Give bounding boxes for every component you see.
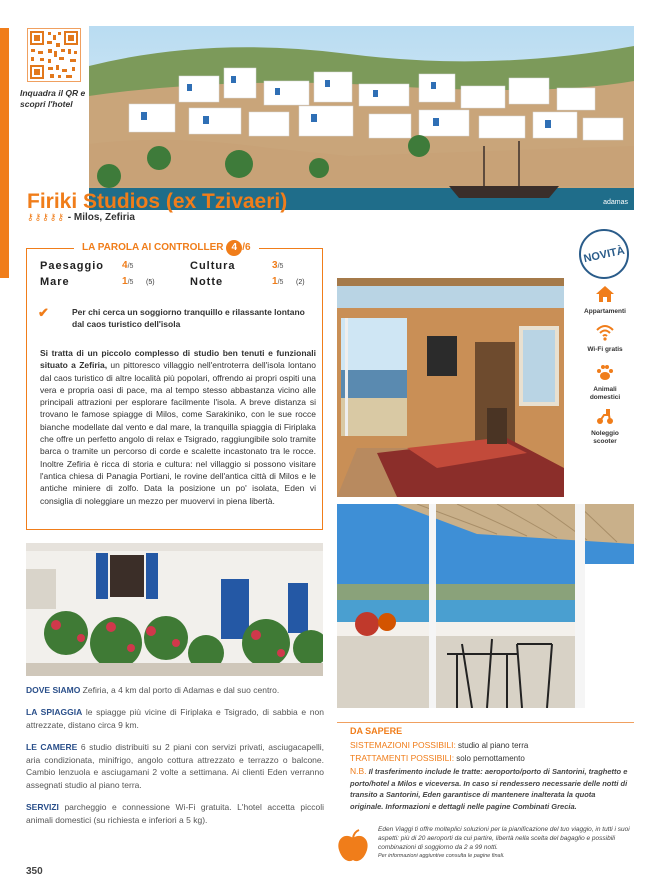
rating-value bbox=[122, 276, 133, 287]
section-location bbox=[26, 684, 324, 697]
rating-label: Mare bbox=[40, 276, 70, 288]
ratings-grid bbox=[40, 260, 315, 292]
terrace-photo bbox=[337, 504, 634, 708]
eden-note bbox=[378, 826, 632, 861]
rating-value-number: 3 bbox=[272, 260, 278, 271]
novita-label: NOVITÀ bbox=[582, 244, 626, 266]
wifi-icon bbox=[595, 322, 615, 342]
rating-value-scale: /5 bbox=[277, 279, 284, 286]
services-label: SERVIZI bbox=[26, 802, 59, 812]
controller-description bbox=[40, 347, 316, 507]
beach-label: LA SPIAGGIA bbox=[26, 707, 83, 717]
rating-value bbox=[272, 260, 283, 271]
rating-label: Paesaggio bbox=[40, 260, 105, 272]
rating-extra: (2) bbox=[296, 279, 305, 286]
page-number: 350 bbox=[26, 866, 43, 877]
beach-text: le spiagge più vicine di Firiplaka e Tsigrado, di sabbia e non attrezzate, distano circa 9 km. bbox=[26, 707, 324, 730]
amenity-label: Animali domestici bbox=[589, 386, 621, 401]
paw-icon bbox=[595, 362, 615, 382]
amenity-label: Noleggio scooter bbox=[591, 430, 619, 445]
info-note bbox=[350, 766, 630, 812]
note-text: Il trasferimento include le tratte: aeroporto/porto di Santorini, traghetto e porto/hotel a Milos e viceversa. In caso si rendessero necessarie delle notti di transito a Santorini, Eden garantisce di mantenere inalterata la quota originale. Informazioni e dettagli nelle pagine Combinati Grecia. bbox=[350, 767, 628, 811]
ratings-row-1 bbox=[40, 260, 315, 276]
board-label: TRATTAMENTI POSSIBILI: bbox=[350, 753, 455, 763]
info-title: DA SAPERE bbox=[350, 726, 403, 736]
description-body: un pittoresco villaggio nell'entroterra dell'isola lontano dal caos turistico di altre località più popolari, offrendo ai propri ospiti una vera e propria oasi di pace, ma al tempo stesso abbastanza vicino alle principali attrazioni per esplorare facilmente l'isola. A breve distanza si trovano le famose spiagge di Milos, come Sarakiniko, con le sue rocce bianche modellate dal vento e dal mare, la tranquilla spiaggia di Firiplaka che offre un perfetto angolo di relax e Tsigrado, raggiungibile solo tramite barca o tramite un percorso di corde e scalette incastonato tra le rocce. Inoltre Zefiria è ricca di storia e cultura: nel villaggio si possono visitare l'antica chiesa di Panagia Portiani, le rovine dell'antica città di Milos e le antiche miniere di zolfo. Data la posizione un po' isolata, Eden vi consiglia di noleggiare un mezzo per muovervi in piena libertà. bbox=[40, 360, 316, 506]
qr-code[interactable] bbox=[27, 28, 81, 82]
controller-title bbox=[74, 240, 259, 256]
controller-scale: /6 bbox=[242, 242, 251, 253]
controller-intro: Per chi cerca un soggiorno tranquillo e rilassante lontano dal caos turistico dell'isola bbox=[72, 307, 305, 329]
side-accent-bar bbox=[0, 28, 9, 278]
location-label: DOVE SIAMO bbox=[26, 685, 81, 695]
hotel-location: - Milos, Zefiria bbox=[67, 212, 135, 223]
rating-keys: ⚷⚷⚷⚷⚷ bbox=[27, 212, 65, 222]
amenity-scooter bbox=[580, 406, 630, 446]
controller-title-text: LA PAROLA AI CONTROLLER bbox=[82, 242, 224, 253]
rating-value-scale: /5 bbox=[127, 279, 134, 286]
amenity-label: Wi-Fi gratis bbox=[587, 346, 623, 353]
home-icon bbox=[595, 284, 615, 304]
rooms-label: LE CAMERE bbox=[26, 742, 78, 752]
rating-label: Notte bbox=[190, 276, 224, 288]
section-rooms bbox=[26, 741, 324, 791]
rating-value bbox=[122, 260, 133, 271]
hotel-subtitle bbox=[27, 212, 135, 223]
eden-note-text: Eden Viaggi ti offre molteplici soluzioni per la pianificazione del tuo viaggio, in tutti i suoi aspetti: più di 20 aeroporti da cui partire, libertà nella scelta del bagaglio e possibili combinazioni di soggiorno da 2 a 99 notti. bbox=[378, 826, 630, 851]
bedroom-photo bbox=[337, 278, 564, 497]
eden-note-small: Per informazioni aggiuntive consulta le pagine finali. bbox=[378, 853, 505, 860]
rating-value-scale: /5 bbox=[127, 263, 134, 270]
location-text: Zefiria, a 4 km dal porto di Adamas e dal suo centro. bbox=[80, 685, 280, 695]
apple-icon bbox=[336, 828, 370, 864]
qr-caption: Inquadra il QR e scopri l'hotel bbox=[20, 88, 86, 109]
accommodation-text: studio al piano terra bbox=[455, 741, 529, 750]
check-icon: ✔ bbox=[38, 305, 49, 320]
rating-value-scale: /5 bbox=[277, 263, 284, 270]
info-board bbox=[350, 753, 525, 763]
scooter-icon bbox=[595, 406, 615, 426]
hero-photo bbox=[89, 26, 634, 210]
amenity-wifi bbox=[580, 322, 630, 354]
note-label: N.B. bbox=[350, 766, 367, 776]
rating-value-number: 1 bbox=[122, 276, 128, 287]
rating-value-number: 1 bbox=[272, 276, 278, 287]
info-accommodation bbox=[350, 740, 528, 750]
amenity-label: Appartamenti bbox=[584, 308, 626, 315]
amenity-apartments bbox=[580, 284, 630, 316]
services-text: parcheggio e connessione Wi-Fi gratuita. L'hotel accetta piccoli animali domestici (su richiesta e inferiori a 5 kg). bbox=[26, 802, 324, 825]
amenity-pets bbox=[580, 362, 630, 402]
section-services bbox=[26, 801, 324, 826]
hero-photo-caption: adamas bbox=[603, 199, 628, 206]
description-lead: Si tratta di un piccolo complesso di studio ben tenuti e funzionali situato a Zefiria, bbox=[40, 348, 316, 371]
facade-photo bbox=[26, 543, 323, 676]
rating-extra: (5) bbox=[146, 279, 155, 286]
hotel-title: Firiki Studios (ex Tzivaeri) bbox=[27, 190, 288, 213]
info-divider bbox=[337, 722, 634, 723]
rating-value bbox=[272, 276, 283, 287]
accommodation-label: SISTEMAZIONI POSSIBILI: bbox=[350, 740, 456, 750]
novita-badge bbox=[578, 228, 630, 280]
rating-label: Cultura bbox=[190, 260, 236, 272]
section-beach bbox=[26, 706, 324, 731]
rooms-text: 6 studio distribuiti su 2 piani con servizi privati, asciugacapelli, aria condizionata, minifrigo, angolo cottura attrezzato e terrazzo o balcone. Cambio lenzuola e asciugamani 2 volte a settimana. Ai clienti Eden verranno assegnati studio al piano terra. bbox=[26, 742, 325, 790]
controller-score: 4 bbox=[226, 240, 242, 256]
ratings-row-2 bbox=[40, 276, 315, 292]
board-text: solo pernottamento bbox=[454, 754, 525, 763]
rating-value-number: 4 bbox=[122, 260, 128, 271]
